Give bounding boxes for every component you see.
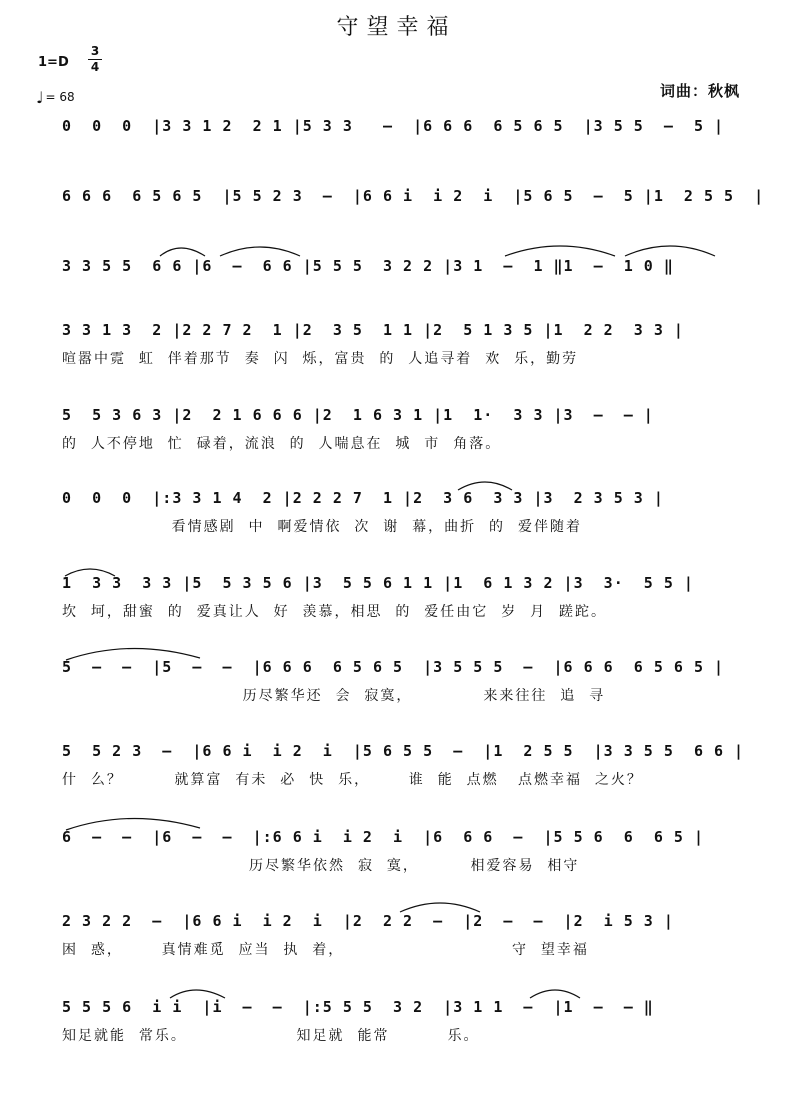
notation-line-5: 5 5 3 6 3 |2 2 1 6 6 6 |2 1 6 3 1 |1 1· 3 3 |3 – – |	[62, 406, 654, 424]
time-signature	[88, 44, 102, 75]
lyrics-line-8: 历尽繁华还 会 寂寞， 来来往往 追 寻	[62, 688, 606, 704]
tempo-marking	[36, 88, 75, 107]
notation-line-9: 5 5 2 3 – |6 6 i i 2 i |5 6 5 5 – |1 2 5 5 |3 3 5 5 6 6 |	[62, 742, 745, 760]
notation-line-7: 1 3 3 3 3 |5 5 3 5 6 |3 5 5 6 1 1 |1 6 1 3 2 |3 3· 5 5 |	[62, 574, 694, 592]
notation-line-8: 5 – – |5 – – |6 6 6 6 5 6 5 |3 5 5 5 – |6 6 6 6 5 6 5 |	[62, 658, 725, 676]
notation-line-12: 5 5 5 6 i i |i – – |:5 5 5 3 2 |3 1 1 – |1 – – ‖	[62, 998, 654, 1016]
notation-line-6: 0 0 0 |:3 3 1 4 2 |2 2 2 7 1 |2 3 6 3 3 |3 2 3 5 3 |	[62, 489, 664, 507]
key-signature: 1=D	[38, 55, 69, 70]
time-signature-top: 3	[90, 44, 100, 58]
lyrics-line-4: 喧嚣中霓 虹 伴着那节 奏 闪 烁，富贵 的 人追寻着 欢 乐，勤劳	[62, 351, 579, 367]
notation-line-4: 3 3 1 3 2 |2 2 7 2 1 |2 3 5 1 1 |2 5 1 3 5 |1 2 2 3 3 |	[62, 321, 684, 339]
notation-line-11: 2 3 2 2 – |6 6 i i 2 i |2 2 2 – |2 – – |2 i 5 3 |	[62, 912, 674, 930]
lyrics-line-10: 历尽繁华依然 寂 寞， 相爱容易 相守	[62, 858, 580, 874]
lyrics-line-12: 知足就能 常乐。 知足就 能常 乐。	[62, 1028, 480, 1044]
quarter-note-icon: ♩	[36, 88, 44, 107]
lyrics-line-6: 看情感剧 中 啊爱情依 次 谢 幕，曲折 的 爱伴随着	[62, 519, 582, 535]
song-title: 守望幸福	[336, 15, 457, 40]
notation-line-2: 6 6 6 6 5 6 5 |5 5 2 3 – |6 6 i i 2 i |5 6 5 – 5 |1 2 5 5 |	[62, 187, 765, 205]
lyrics-line-7: 坎 坷，甜蜜 的 爱真让人 好 羡慕，相思 的 爱任由它 岁 月 蹉跎。	[62, 604, 608, 620]
notation-line-10: 6 – – |6 – – |:6 6 i i 2 i |6 6 6 – |5 5 6 6 6 5 |	[62, 828, 704, 846]
tempo-value: = 68	[45, 90, 75, 104]
lyrics-line-5: 的 人不停地 忙 碌着，流浪 的 人喘息在 城 市 角落。	[62, 436, 502, 452]
notation-line-1: 0 0 0 |3 3 1 2 2 1 |5 3 3 – |6 6 6 6 5 6 5 |3 5 5 – 5 |	[62, 117, 725, 135]
lyrics-line-11: 困 惑， 真情难觅 应当 执 着， 守 望幸福	[62, 942, 589, 958]
lyrics-line-9: 什 么？ 就算富 有未 必 快 乐， 谁 能 点燃 点燃幸福 之火？	[62, 772, 643, 788]
time-signature-bottom: 4	[88, 59, 102, 75]
notation-line-3: 3 3 5 5 6 6 |6 – 6 6 |5 5 5 3 2 2 |3 1 – 1 ‖1 – 1 0 ‖	[62, 257, 674, 275]
composer-credit: 词曲：秋枫	[660, 82, 741, 100]
